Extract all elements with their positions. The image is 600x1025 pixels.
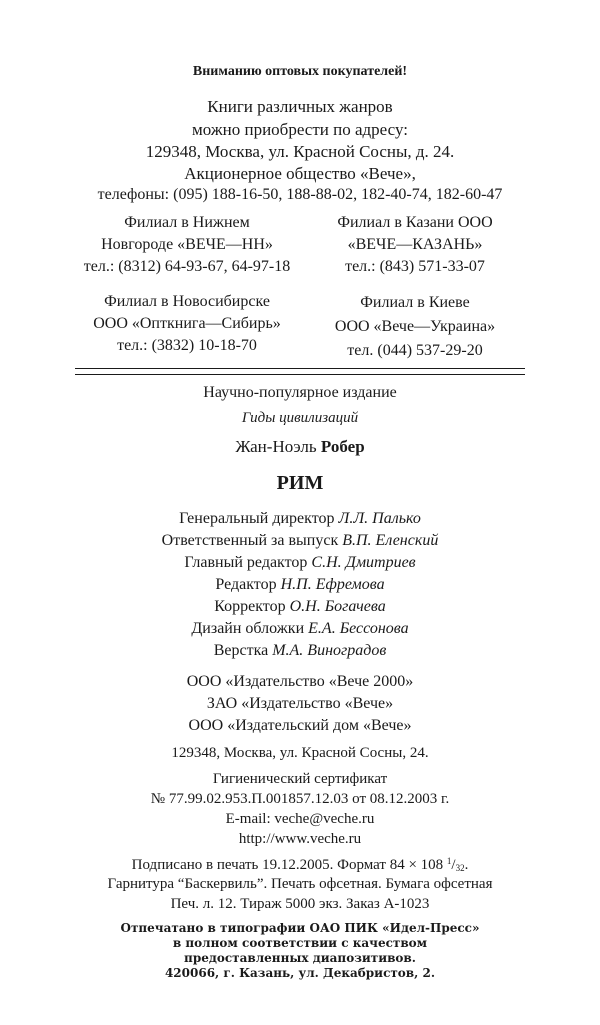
credit-line bbox=[0, 620, 600, 638]
series-name: Гиды цивилизаций bbox=[241, 410, 359, 426]
credit-role: Дизайн обложки bbox=[191, 620, 305, 637]
credit-name: Е.А. Бессонова bbox=[308, 620, 409, 637]
divider-rule bbox=[75, 368, 525, 369]
credit-role: Верстка bbox=[213, 642, 269, 659]
edition-type: Научно-популярное издание bbox=[203, 384, 397, 401]
branch-novosibirsk bbox=[72, 291, 302, 357]
branch-line: ООО «Вече—Украина» bbox=[334, 318, 496, 335]
author-first-name: Жан-Ноэль bbox=[235, 437, 317, 456]
divider-rule bbox=[75, 374, 525, 375]
credit-name: М.А. Виноградов bbox=[272, 642, 387, 659]
print-signed-text: Подписано в печать 19.12.2005. Формат 84 × 108 bbox=[131, 857, 444, 873]
branch-line: Новгороде «ВЕЧЕ—НН» bbox=[101, 236, 273, 253]
format-denominator: 32 bbox=[455, 863, 465, 873]
book-title: РИМ bbox=[276, 472, 324, 494]
print-typeface: Гарнитура “Баскервиль”. Печать офсетная. Бумага офсетная bbox=[107, 876, 493, 892]
publisher-address: 129348, Москва, ул. Красной Сосны, 24. bbox=[171, 745, 429, 761]
branch-line: Филиал в Нижнем bbox=[124, 214, 250, 231]
wholesale-company: Акционерное общество «Вече», bbox=[184, 164, 416, 183]
branch-line: ООО «Опткнига—Сибирь» bbox=[93, 315, 281, 332]
credit-name: Л.Л. Палько bbox=[338, 510, 421, 527]
credit-line bbox=[0, 532, 600, 550]
credit-role: Редактор bbox=[215, 576, 277, 593]
credit-name: С.Н. Дмитриев bbox=[311, 554, 416, 571]
branch-nizhny bbox=[72, 212, 302, 278]
certificate-label: Гигиенический сертификат bbox=[212, 771, 388, 787]
printing-house-line: в полном соответствии с качеством bbox=[172, 936, 428, 950]
branch-kiev bbox=[305, 291, 525, 363]
branch-kazan bbox=[305, 212, 525, 278]
publisher-line: ЗАО «Издательство «Вече» bbox=[206, 695, 394, 712]
branch-phone: тел.: (843) 571-33-07 bbox=[345, 258, 485, 275]
branch-line: «ВЕЧЕ—КАЗАНЬ» bbox=[347, 236, 483, 253]
credit-role: Главный редактор bbox=[184, 554, 308, 571]
branch-line: Филиал в Новосибирске bbox=[104, 293, 270, 310]
publisher-line: ООО «Издательский дом «Вече» bbox=[188, 717, 412, 734]
credit-line bbox=[0, 554, 600, 572]
credit-name: В.П. Еленский bbox=[342, 532, 439, 549]
publisher-line: ООО «Издательство «Вече 2000» bbox=[186, 673, 414, 690]
wholesale-phones: телефоны: (095) 188-16-50, 188-88-02, 182-40-74, 182-60-47 bbox=[97, 186, 503, 203]
printing-house-line: предоставленных диапозитивов. bbox=[184, 951, 416, 965]
certificate-number: № 77.99.02.953.П.001857.12.03 от 08.12.2003 г. bbox=[150, 791, 450, 807]
credit-role: Ответственный за выпуск bbox=[161, 532, 339, 549]
branch-phone: тел.: (3832) 10-18-70 bbox=[117, 337, 257, 354]
credit-name: Н.П. Ефремова bbox=[280, 576, 385, 593]
format-numerator: 1 bbox=[446, 856, 452, 866]
credit-name: О.Н. Богачева bbox=[289, 598, 386, 615]
branch-phone: тел. (044) 537-29-20 bbox=[347, 342, 483, 359]
email: E-mail: veche@veche.ru bbox=[225, 811, 375, 827]
wholesale-heading: Вниманию оптовых покупателей! bbox=[192, 64, 408, 79]
branch-line: Филиал в Киеве bbox=[360, 294, 470, 311]
credit-line bbox=[0, 576, 600, 594]
printing-house-address: 420066, г. Казань, ул. Декабристов, 2. bbox=[164, 966, 436, 980]
author bbox=[0, 437, 600, 457]
wholesale-address: 129348, Москва, ул. Красной Сосны, д. 24. bbox=[145, 142, 455, 161]
branch-phone: тел.: (8312) 64-93-67, 64-97-18 bbox=[83, 258, 291, 275]
print-signed: Подписано в печать 19.12.2005. Формат 84 × 108 $^1/_{32}$. bbox=[131, 856, 469, 873]
wholesale-line: Книги различных жанров bbox=[207, 97, 393, 116]
credit-line bbox=[0, 510, 600, 528]
credit-role: Генеральный директор bbox=[179, 510, 335, 527]
author-last-name: Робер bbox=[320, 437, 365, 456]
website: http://www.veche.ru bbox=[238, 831, 362, 847]
credit-line bbox=[0, 598, 600, 616]
wholesale-line: можно приобрести по адресу: bbox=[192, 120, 408, 139]
printing-house-line: Отпечатано в типографии ОАО ПИК «Идел-Пресс» bbox=[120, 921, 480, 935]
print-sheets: Печ. л. 12. Тираж 5000 экз. Заказ А-1023 bbox=[170, 896, 430, 912]
credit-line bbox=[0, 642, 600, 660]
credit-role: Корректор bbox=[214, 598, 286, 615]
branch-line: Филиал в Казани ООО bbox=[337, 214, 493, 231]
